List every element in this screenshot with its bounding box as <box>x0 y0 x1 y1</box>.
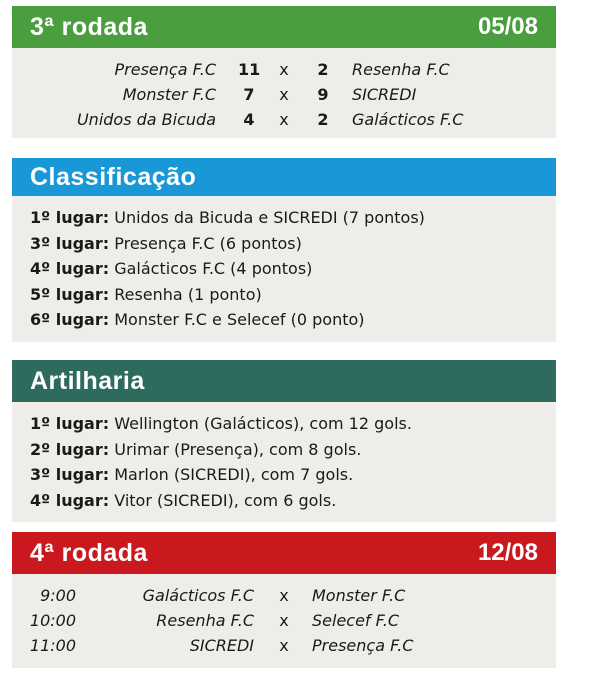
away-team: Monster F.C <box>312 586 406 605</box>
away-team: Selecef F.C <box>312 611 400 630</box>
standings-text: Unidos da Bicuda e SICREDI (7 pontos) <box>109 208 425 227</box>
match-row <box>12 83 556 108</box>
standings-item <box>12 282 556 308</box>
scorer-place: 2º lugar: <box>30 439 110 459</box>
standings-title: Classificação <box>30 162 197 191</box>
home-score: 7 <box>243 85 255 104</box>
away-score: 9 <box>317 85 329 104</box>
away-score: 2 <box>317 60 329 79</box>
scorer-place: 4º lugar: <box>30 490 110 510</box>
fixture-row <box>12 609 556 634</box>
standings-place: 6º lugar: <box>30 310 110 329</box>
scorers-header <box>12 360 556 402</box>
versus: x <box>279 586 289 605</box>
standings-text: Monster F.C e Selecef (0 ponto) <box>109 310 365 329</box>
versus: x <box>279 60 289 79</box>
away-team: Resenha F.C <box>352 60 450 79</box>
scorer-place: 1º lugar: <box>30 414 110 433</box>
standings-item <box>12 307 556 333</box>
fixture-time: 9:00 <box>40 586 76 605</box>
round4-header <box>12 532 556 574</box>
home-team: Presença F.C <box>114 60 216 79</box>
round3-section <box>12 6 556 138</box>
away-team: SICREDI <box>352 85 417 104</box>
round4-section <box>12 532 556 668</box>
home-team: Galácticos F.C <box>142 586 254 605</box>
scorers-section <box>12 360 556 522</box>
round4-fixtures <box>12 574 556 668</box>
scorer-text: Urimar (Presença), com 8 gols. <box>109 439 362 459</box>
fixture-row <box>12 634 556 659</box>
away-score: 2 <box>317 110 329 129</box>
versus: x <box>279 611 289 630</box>
fixture-time: 11:00 <box>29 636 76 655</box>
standings-item <box>12 231 556 257</box>
round4-title: 4ª rodada <box>30 538 148 567</box>
round3-header <box>12 6 556 48</box>
standings-item <box>12 256 556 282</box>
away-team: Galácticos F.C <box>352 110 464 129</box>
home-team: Resenha F.C <box>156 611 254 630</box>
scorer-text: Wellington (Galácticos), com 12 gols. <box>109 414 412 433</box>
fixture-time: 10:00 <box>29 611 76 630</box>
scorer-item <box>12 488 556 514</box>
scorer-item <box>12 437 556 463</box>
versus: x <box>279 110 289 129</box>
standings-text: Presença F.C (6 pontos) <box>109 233 302 253</box>
round3-title: 3ª rodada <box>30 12 148 41</box>
standings-list <box>12 196 556 342</box>
standings-section <box>12 158 556 342</box>
standings-header <box>12 158 556 196</box>
standings-place: 1º lugar: <box>30 208 110 227</box>
home-score: 11 <box>238 60 261 79</box>
scorer-text: Vitor (SICREDI), com 6 gols. <box>109 490 337 510</box>
away-team: Presença F.C <box>312 636 414 655</box>
standings-text: Galácticos F.C (4 pontos) <box>109 259 313 278</box>
scorers-list <box>12 402 556 522</box>
round3-date: 05/08 <box>477 13 538 40</box>
match-row <box>12 108 556 133</box>
standings-text: Resenha (1 ponto) <box>109 284 262 304</box>
scorer-item <box>12 411 556 437</box>
home-team: SICREDI <box>189 636 254 655</box>
scorer-item <box>12 462 556 488</box>
scorer-place: 3º lugar: <box>30 465 110 484</box>
standings-place: 4º lugar: <box>30 259 110 278</box>
scorers-title: Artilharia <box>30 366 145 395</box>
round4-date: 12/08 <box>477 539 538 566</box>
home-team: Unidos da Bicuda <box>76 110 216 129</box>
home-score: 4 <box>243 110 255 129</box>
match-row <box>12 58 556 83</box>
fixture-row <box>12 584 556 609</box>
home-team: Monster F.C <box>122 85 216 104</box>
versus: x <box>279 636 289 655</box>
versus: x <box>279 85 289 104</box>
standings-item <box>12 205 556 231</box>
standings-place: 5º lugar: <box>30 284 110 304</box>
round3-results <box>12 48 556 138</box>
scorer-text: Marlon (SICREDI), com 7 gols. <box>109 465 354 484</box>
standings-place: 3º lugar: <box>30 233 110 253</box>
